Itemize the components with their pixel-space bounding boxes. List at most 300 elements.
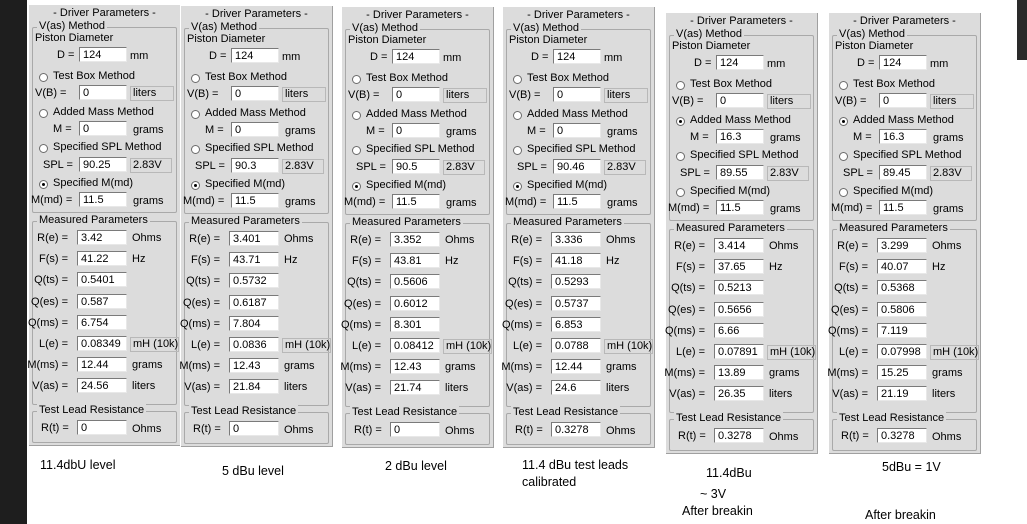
lead-resistance-field[interactable]: 0	[77, 420, 127, 435]
m-label: M =	[690, 131, 709, 143]
vb-unit: liters	[130, 86, 174, 101]
method-label-mmd: Specified M(md)	[205, 178, 286, 190]
le-unit: mH (10k)	[604, 339, 653, 354]
method-radio-box[interactable]	[191, 74, 200, 83]
method-label-mmd: Specified M(md)	[53, 177, 134, 189]
vas-method-group	[831, 28, 977, 221]
rt-label: R(t) =	[354, 424, 382, 436]
mms-unit: grams	[932, 367, 963, 380]
fs-unit: Hz	[132, 253, 146, 266]
m-unit: grams	[446, 126, 477, 138]
vas-method-group	[183, 21, 329, 214]
piston-diameter-field[interactable]: 124	[879, 55, 927, 70]
qes-field[interactable]: 0.5806	[877, 302, 927, 317]
panel-title: - Driver Parameters -	[53, 7, 156, 19]
vas-method-group	[31, 20, 177, 213]
qms-label: Q(ms) =	[664, 324, 705, 337]
caption-line-1: 11.4dBu	[706, 466, 752, 480]
m-unit: grams	[607, 126, 638, 138]
re-label: R(e) =	[189, 233, 220, 245]
method-radio-mass[interactable]	[839, 117, 848, 126]
rt-unit: Ohms	[932, 431, 962, 443]
m-unit: grams	[133, 124, 164, 136]
method-radio-mass[interactable]	[39, 109, 48, 118]
box-volume-field[interactable]: 0	[392, 87, 440, 102]
lead-resistance-field[interactable]: 0	[390, 422, 440, 437]
qts-field[interactable]: 0.5368	[877, 280, 927, 295]
spl-label: SPL =	[517, 161, 547, 173]
mmd-field[interactable]: 11.5	[392, 194, 440, 209]
d-label: D =	[57, 49, 75, 61]
qts-field[interactable]: 0.5606	[390, 274, 440, 289]
d-label: D =	[531, 51, 549, 63]
caption-line-1: 5 dBu level	[222, 464, 284, 478]
vb-unit: liters	[767, 94, 811, 109]
re-unit: Ohms	[284, 233, 314, 245]
spl-field[interactable]: 90.46	[553, 159, 601, 174]
mmd-label: M(md) =	[668, 202, 710, 214]
method-radio-mass[interactable]	[352, 111, 361, 120]
method-radio-spl[interactable]	[676, 152, 685, 161]
method-radio-box[interactable]	[676, 81, 685, 90]
qes-field[interactable]: 0.5656	[714, 302, 764, 317]
mms-label: M(ms) =	[27, 359, 68, 372]
method-label-spl: Specified SPL Method	[527, 143, 636, 155]
added-mass-field[interactable]: 0	[231, 122, 279, 137]
method-radio-spl[interactable]	[352, 146, 361, 155]
method-label-box: Test Box Method	[205, 71, 287, 83]
le-label: L(e) =	[190, 339, 220, 351]
resistance-field[interactable]: 3.336	[551, 232, 601, 247]
resistance-field[interactable]: 3.414	[714, 238, 764, 253]
inductance-field[interactable]: 0.08412	[390, 338, 440, 353]
le-label: L(e) =	[351, 340, 381, 352]
group-legend: Measured Parameters	[39, 214, 148, 226]
vas-label: V(as) =	[832, 388, 868, 401]
test-lead-group	[345, 406, 490, 445]
method-label-mass: Added Mass Method	[366, 108, 467, 120]
method-label-box: Test Box Method	[690, 78, 772, 90]
method-radio-box[interactable]	[352, 75, 361, 84]
spl-label: SPL =	[843, 167, 873, 179]
mmd-field[interactable]: 11.5	[716, 200, 764, 215]
method-label-box: Test Box Method	[527, 72, 609, 84]
qms-field[interactable]: 7.119	[877, 323, 927, 338]
spl-voltage: 2.83V	[930, 166, 972, 181]
m-label: M =	[205, 124, 224, 136]
lead-resistance-field[interactable]: 0.3278	[551, 422, 601, 437]
mms-field[interactable]: 13.89	[714, 365, 764, 380]
vas-method-group	[668, 28, 814, 221]
panel-title: - Driver Parameters -	[205, 8, 308, 20]
spl-label: SPL =	[680, 167, 710, 179]
rt-label: R(t) =	[841, 430, 869, 442]
box-volume-field[interactable]: 0	[553, 87, 601, 102]
added-mass-field[interactable]: 0	[392, 123, 440, 138]
vb-unit: liters	[443, 88, 487, 103]
group-legend: Measured Parameters	[676, 222, 785, 234]
mmd-field[interactable]: 11.5	[553, 194, 601, 209]
lead-resistance-field[interactable]: 0	[229, 421, 279, 436]
mmd-label: M(md) =	[831, 202, 873, 214]
resistance-field[interactable]: 3.42	[77, 230, 127, 245]
resonance-field[interactable]: 43.81	[390, 253, 440, 268]
mmd-unit: grams	[285, 196, 316, 208]
qts-label: Q(ts) =	[347, 276, 381, 289]
method-label-spl: Specified SPL Method	[690, 149, 799, 161]
group-legend: Test Lead Resistance	[513, 406, 619, 418]
qts-label: Q(ts) =	[34, 274, 68, 287]
qts-field[interactable]: 0.5213	[714, 280, 764, 295]
box-volume-field[interactable]: 0	[79, 85, 127, 100]
resistance-field[interactable]: 3.401	[229, 231, 279, 246]
box-volume-field[interactable]: 0	[231, 86, 279, 101]
panel-title: - Driver Parameters -	[690, 15, 793, 27]
qts-label: Q(ts) =	[508, 276, 542, 289]
piston-diameter-field[interactable]: 124	[553, 49, 601, 64]
caption-line-2: ~ 3V	[700, 487, 727, 501]
box-volume-field[interactable]: 0	[879, 93, 927, 108]
fs-label: F(s) =	[512, 255, 542, 268]
fs-unit: Hz	[606, 255, 620, 268]
mms-label: M(ms) =	[340, 361, 381, 374]
mmd-field[interactable]: 11.5	[231, 193, 279, 208]
added-mass-field[interactable]: 16.3	[716, 129, 764, 144]
vas-unit: liters	[769, 388, 793, 401]
spl-field[interactable]: 89.45	[879, 165, 927, 180]
piston-diameter-label: Piston Diameter	[35, 32, 114, 44]
measured-parameters-group	[27, 214, 179, 405]
vb-label: V(B) =	[835, 95, 867, 107]
fs-unit: Hz	[932, 261, 946, 274]
inductance-field[interactable]: 0.08349	[77, 336, 127, 351]
inductance-field[interactable]: 0.07891	[714, 344, 764, 359]
d-label: D =	[370, 51, 388, 63]
resonance-field[interactable]: 43.71	[229, 252, 279, 267]
resonance-field[interactable]: 37.65	[714, 259, 764, 274]
mms-field[interactable]: 12.44	[551, 359, 601, 374]
method-radio-spl[interactable]	[39, 144, 48, 153]
spl-label: SPL =	[195, 160, 225, 172]
qms-field[interactable]: 7.804	[229, 316, 279, 331]
method-label-mass: Added Mass Method	[53, 106, 154, 118]
group-legend: Measured Parameters	[513, 216, 622, 228]
mmd-unit: grams	[607, 197, 638, 209]
d-label: D =	[857, 57, 875, 69]
qms-field[interactable]: 6.853	[551, 317, 601, 332]
vas-field[interactable]: 24.6	[551, 380, 601, 395]
caption-line-1: 11.4dbU level	[40, 458, 116, 472]
m-label: M =	[527, 125, 546, 137]
re-label: R(e) =	[674, 240, 705, 252]
vas-label: V(as) =	[506, 382, 542, 395]
group-legend: V(as) Method	[839, 28, 906, 40]
group-legend: V(as) Method	[676, 28, 743, 40]
spl-field[interactable]: 90.25	[79, 157, 127, 172]
qts-field[interactable]: 0.5401	[77, 272, 127, 287]
lead-resistance-field[interactable]: 0.3278	[877, 428, 927, 443]
resonance-field[interactable]: 40.07	[877, 259, 927, 274]
piston-diameter-label: Piston Diameter	[672, 40, 751, 52]
rt-label: R(t) =	[678, 430, 706, 442]
mms-unit: grams	[769, 367, 800, 380]
measured-parameters-group	[340, 216, 492, 407]
inductance-field[interactable]: 0.0836	[229, 337, 279, 352]
re-label: R(e) =	[350, 234, 381, 246]
spl-voltage: 2.83V	[443, 160, 485, 175]
test-lead-group	[669, 412, 814, 451]
mms-label: M(ms) =	[501, 361, 542, 374]
method-label-mmd: Specified M(md)	[690, 185, 771, 197]
mms-unit: grams	[284, 360, 315, 373]
vas-unit: liters	[932, 388, 956, 401]
vas-label: V(as) =	[184, 381, 220, 394]
vas-method-group	[344, 22, 490, 215]
mmd-unit: grams	[933, 203, 964, 215]
lead-resistance-field[interactable]: 0.3278	[714, 428, 764, 443]
re-unit: Ohms	[606, 234, 636, 246]
mmd-field[interactable]: 11.5	[79, 192, 127, 207]
vb-unit: liters	[604, 88, 648, 103]
method-radio-mmd[interactable]	[839, 188, 848, 197]
vas-field[interactable]: 21.19	[877, 386, 927, 401]
mms-field[interactable]: 12.43	[229, 358, 279, 373]
mms-label: M(ms) =	[827, 367, 868, 380]
caption-line-1: 2 dBu level	[385, 459, 447, 473]
rt-unit: Ohms	[445, 425, 475, 437]
left-window-edge	[0, 0, 27, 524]
method-label-spl: Specified SPL Method	[205, 142, 314, 154]
mms-field[interactable]: 12.44	[77, 357, 127, 372]
method-radio-spl[interactable]	[839, 152, 848, 161]
test-lead-group	[506, 406, 651, 445]
method-label-mmd: Specified M(md)	[527, 179, 608, 191]
vas-unit: liters	[606, 382, 630, 395]
group-legend: V(as) Method	[513, 22, 580, 34]
method-radio-spl[interactable]	[513, 146, 522, 155]
d-unit: mm	[282, 51, 301, 63]
piston-diameter-field[interactable]: 124	[392, 49, 440, 64]
vas-unit: liters	[445, 382, 469, 395]
vas-label: V(as) =	[669, 388, 705, 401]
qes-field[interactable]: 0.587	[77, 294, 127, 309]
m-unit: grams	[933, 132, 964, 144]
re-label: R(e) =	[37, 232, 68, 244]
qts-label: Q(ts) =	[671, 282, 705, 295]
group-legend: Measured Parameters	[352, 216, 461, 228]
rt-label: R(t) =	[515, 424, 543, 436]
fs-label: F(s) =	[38, 253, 68, 266]
added-mass-field[interactable]: 0	[79, 121, 127, 136]
method-radio-mmd[interactable]	[513, 182, 522, 191]
mmd-unit: grams	[133, 195, 164, 207]
qms-label: Q(ms) =	[827, 324, 868, 337]
method-label-mass: Added Mass Method	[527, 108, 628, 120]
qes-label: Q(es) =	[31, 295, 68, 308]
qts-field[interactable]: 0.5293	[551, 274, 601, 289]
test-lead-group	[832, 412, 977, 451]
group-legend: V(as) Method	[39, 20, 106, 32]
spl-field[interactable]: 90.5	[392, 159, 440, 174]
caption-line-1: 5dBu = 1V	[882, 460, 941, 474]
group-legend: Measured Parameters	[191, 215, 300, 227]
inductance-field[interactable]: 0.0788	[551, 338, 601, 353]
m-unit: grams	[285, 125, 316, 137]
qms-label: Q(ms) =	[27, 316, 68, 329]
fs-label: F(s) =	[838, 261, 868, 274]
group-legend: V(as) Method	[191, 21, 258, 33]
mms-label: M(ms) =	[664, 367, 705, 380]
method-radio-box[interactable]	[513, 75, 522, 84]
le-unit: mH (10k)	[930, 345, 979, 360]
mmd-unit: grams	[446, 197, 477, 209]
spl-voltage: 2.83V	[130, 158, 172, 173]
vas-field[interactable]: 26.35	[714, 386, 764, 401]
le-label: L(e) =	[38, 338, 68, 350]
mms-field[interactable]: 12.43	[390, 359, 440, 374]
qes-label: Q(es) =	[183, 296, 220, 309]
qms-label: Q(ms) =	[501, 318, 542, 331]
resistance-field[interactable]: 3.352	[390, 232, 440, 247]
group-legend: Test Lead Resistance	[39, 404, 145, 416]
inductance-field[interactable]: 0.07998	[877, 344, 927, 359]
method-radio-mmd[interactable]	[352, 182, 361, 191]
method-label-spl: Specified SPL Method	[366, 143, 475, 155]
d-label: D =	[694, 57, 712, 69]
mmd-label: M(md) =	[31, 194, 73, 206]
m-label: M =	[366, 125, 385, 137]
vas-method-group	[505, 22, 651, 215]
spl-voltage: 2.83V	[282, 159, 324, 174]
qes-label: Q(es) =	[668, 303, 705, 316]
group-legend: Test Lead Resistance	[191, 405, 297, 417]
rt-unit: Ohms	[606, 425, 636, 437]
mms-unit: grams	[606, 361, 637, 374]
method-radio-mass[interactable]	[513, 111, 522, 120]
resonance-field[interactable]: 41.22	[77, 251, 127, 266]
driver-parameters-panel	[828, 12, 980, 453]
caption-line-3: After breakin	[682, 504, 753, 518]
mmd-field[interactable]: 11.5	[879, 200, 927, 215]
method-label-box: Test Box Method	[366, 72, 448, 84]
test-lead-group	[32, 404, 177, 443]
spl-field[interactable]: 89.55	[716, 165, 764, 180]
qms-field[interactable]: 6.754	[77, 315, 127, 330]
vas-unit: liters	[284, 381, 308, 394]
spl-voltage: 2.83V	[767, 166, 809, 181]
vas-field[interactable]: 24.56	[77, 378, 127, 393]
driver-parameters-panel	[180, 5, 332, 446]
panel-title: - Driver Parameters -	[366, 9, 469, 21]
qms-field[interactable]: 6.66	[714, 323, 764, 338]
vas-label: V(as) =	[32, 380, 68, 393]
resonance-field[interactable]: 41.18	[551, 253, 601, 268]
test-lead-group	[184, 405, 329, 444]
added-mass-field[interactable]: 0	[553, 123, 601, 138]
vb-label: V(B) =	[672, 95, 704, 107]
spl-label: SPL =	[356, 161, 386, 173]
method-label-mass: Added Mass Method	[853, 114, 954, 126]
method-label-box: Test Box Method	[853, 78, 935, 90]
vb-unit: liters	[930, 94, 974, 109]
spl-field[interactable]: 90.3	[231, 158, 279, 173]
method-label-spl: Specified SPL Method	[853, 149, 962, 161]
method-label-spl: Specified SPL Method	[53, 141, 162, 153]
driver-parameters-panel	[341, 6, 493, 447]
vas-field[interactable]: 21.84	[229, 379, 279, 394]
piston-diameter-field[interactable]: 124	[231, 48, 279, 63]
piston-diameter-field[interactable]: 124	[716, 55, 764, 70]
le-label: L(e) =	[838, 346, 868, 358]
re-unit: Ohms	[769, 240, 799, 252]
method-radio-box[interactable]	[39, 73, 48, 82]
qms-label: Q(ms) =	[340, 318, 381, 331]
qts-field[interactable]: 0.5732	[229, 273, 279, 288]
re-unit: Ohms	[932, 240, 962, 252]
le-unit: mH (10k)	[282, 338, 331, 353]
spl-label: SPL =	[43, 159, 73, 171]
qms-field[interactable]: 8.301	[390, 317, 440, 332]
method-radio-mass[interactable]	[191, 110, 200, 119]
fs-unit: Hz	[769, 261, 783, 274]
rt-label: R(t) =	[41, 422, 69, 434]
qts-label: Q(ts) =	[834, 282, 868, 295]
qes-field[interactable]: 0.5737	[551, 296, 601, 311]
caption-line-3: After breakin	[865, 508, 936, 522]
box-volume-field[interactable]: 0	[716, 93, 764, 108]
driver-parameters-panel	[502, 6, 654, 447]
mmd-label: M(md) =	[505, 196, 547, 208]
qes-label: Q(es) =	[831, 303, 868, 316]
le-label: L(e) =	[512, 340, 542, 352]
qes-field[interactable]: 0.6187	[229, 295, 279, 310]
caption-line-1: 11.4 dBu test leads	[522, 458, 629, 472]
method-radio-mass[interactable]	[676, 117, 685, 126]
qes-field[interactable]: 0.6012	[390, 296, 440, 311]
vb-label: V(B) =	[35, 87, 67, 99]
vas-field[interactable]: 21.74	[390, 380, 440, 395]
re-label: R(e) =	[511, 234, 542, 246]
method-radio-spl[interactable]	[191, 145, 200, 154]
measured-parameters-group	[179, 215, 331, 406]
caption-line-2: calibrated	[522, 475, 577, 489]
method-radio-mmd[interactable]	[191, 181, 200, 190]
vb-label: V(B) =	[509, 89, 541, 101]
method-label-mass: Added Mass Method	[205, 107, 306, 119]
le-unit: mH (10k)	[767, 345, 816, 360]
mms-field[interactable]: 15.25	[877, 365, 927, 380]
qes-label: Q(es) =	[344, 297, 381, 310]
vas-label: V(as) =	[345, 382, 381, 395]
qms-label: Q(ms) =	[179, 317, 220, 330]
vb-label: V(B) =	[348, 89, 380, 101]
d-unit: mm	[130, 50, 149, 62]
resistance-field[interactable]: 3.299	[877, 238, 927, 253]
piston-diameter-label: Piston Diameter	[835, 40, 914, 52]
method-label-mmd: Specified M(md)	[366, 179, 447, 191]
piston-diameter-label: Piston Diameter	[187, 33, 266, 45]
m-unit: grams	[770, 132, 801, 144]
method-radio-mmd[interactable]	[39, 180, 48, 189]
piston-diameter-field[interactable]: 124	[79, 47, 127, 62]
method-radio-mmd[interactable]	[676, 188, 685, 197]
method-radio-box[interactable]	[839, 81, 848, 90]
d-unit: mm	[604, 52, 623, 64]
re-unit: Ohms	[445, 234, 475, 246]
added-mass-field[interactable]: 16.3	[879, 129, 927, 144]
group-legend: Measured Parameters	[839, 222, 948, 234]
fs-label: F(s) =	[351, 255, 381, 268]
